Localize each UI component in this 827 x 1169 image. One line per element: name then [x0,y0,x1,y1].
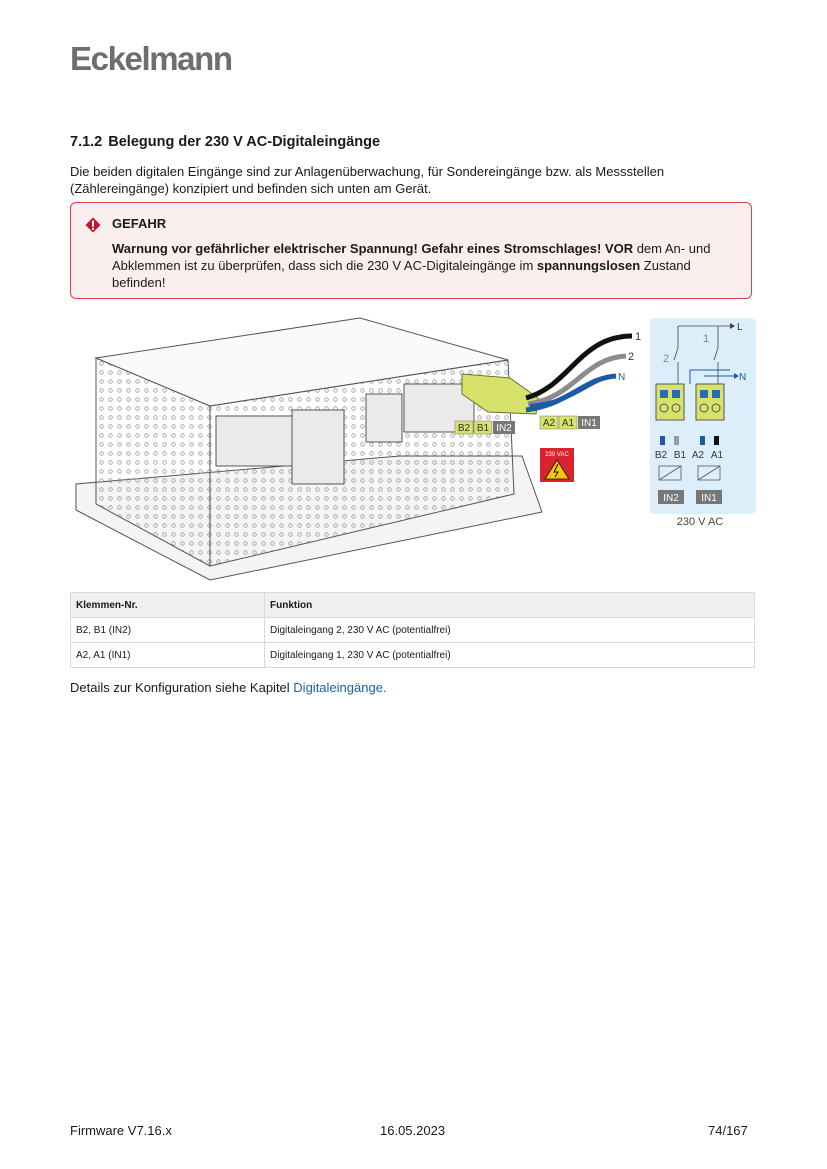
footer-firmware: Firmware V7.16.x [70,1123,172,1138]
schem-term-b1: B1 [673,450,687,461]
section-title: Belegung der 230 V AC-Digitaleingänge [108,134,381,150]
warning-label: 230 VAC [545,452,569,458]
schem-term-a1: A1 [710,450,724,461]
schem-switch-1: 1 [703,333,710,345]
table-row [71,643,755,668]
schem-label-l: L [737,322,743,333]
dev-label-b1: B1 [476,423,490,434]
section-heading [70,134,380,150]
dev-label-a1: A1 [561,418,575,429]
schem-term-b2: B2 [654,450,668,461]
section-number: 7.1.2 [70,134,103,150]
wire-label-n: N [618,372,626,383]
footer-page-number: 74/167 [708,1123,748,1138]
col-header-terminal: Klemmen-Nr. [71,593,265,618]
details-text: Details zur Konfiguration siehe Kapitel [70,680,294,695]
col-header-function: Funktion [265,593,755,618]
table-row [71,618,755,643]
table-cell: Digitaleingang 2, 230 V AC (potentialfrei) [265,618,755,643]
danger-text: Warnung vor gefährlicher elektrischer Spannung! Gefahr eines Stromschlages! VOR dem An- und Abklemmen ist zu überprüfen, dass sich die 230 V AC-Digitaleingänge im spannungslosen Zustand befinden! [112,241,711,290]
dev-label-in1: IN1 [581,418,597,429]
table-cell: A2, A1 (IN1) [71,643,265,668]
danger-notice [70,202,752,299]
device-drawing [70,314,760,586]
schem-input-in1: IN1 [701,493,717,504]
wire-label-1: 1 [635,331,642,343]
terminal-table [70,592,755,668]
dev-label-in2: IN2 [496,423,512,434]
schem-voltage: 230 V AC [676,516,724,528]
wire-label-2: 2 [628,351,635,363]
table-cell: B2, B1 (IN2) [71,618,265,643]
table-header-row [71,593,755,618]
wiring-figure [70,314,760,586]
schem-input-in2: IN2 [663,493,679,504]
company-logo: Eckelmann [70,40,232,77]
danger-title: GEFAHR [112,216,167,231]
intro-paragraph: Die beiden digitalen Eingänge sind zur Anlagenüberwachung, für Sondereingänge bzw. als Messstellen (Zählereingänge) konzipiert und befinden sich unten am Gerät. [70,164,665,196]
schem-switch-2: 2 [663,353,670,365]
chapter-link[interactable]: Digitaleingänge. [293,680,387,695]
dev-label-b2: B2 [457,423,471,434]
danger-icon [85,217,101,233]
footer-date: 16.05.2023 [380,1123,446,1138]
schem-term-a2: A2 [691,450,705,461]
details-paragraph [70,680,387,695]
dev-label-a2: A2 [542,418,556,429]
table-cell: Digitaleingang 1, 230 V AC (potentialfrei) [265,643,755,668]
schem-label-n: N [739,372,747,383]
